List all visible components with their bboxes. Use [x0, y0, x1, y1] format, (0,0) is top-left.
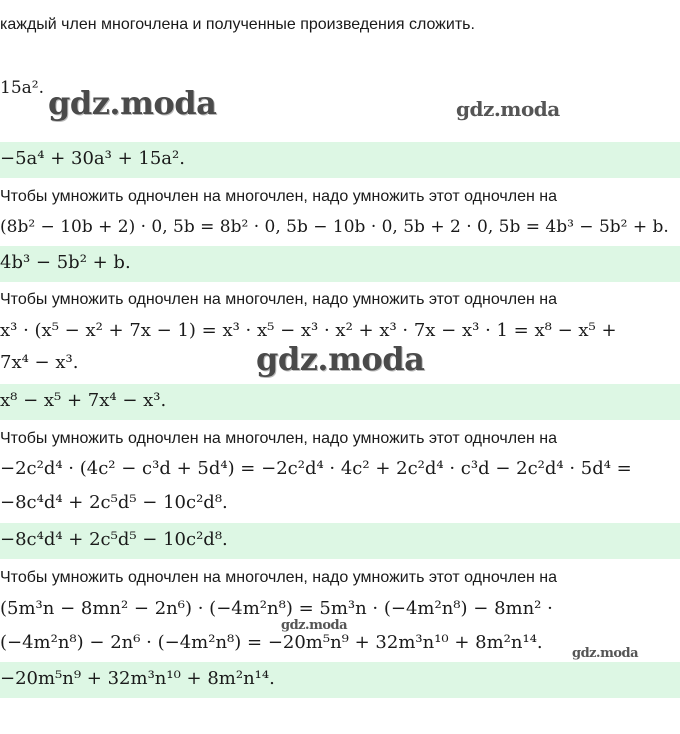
- problem2-work: (8b² − 10b + 2) · 0, 5b = 8b² · 0, 5b − 10b · 0, 5b + 2 · 0, 5b = 4b³ − 5b² + b.: [0, 217, 669, 237]
- watermark: gdz.moda: [456, 97, 560, 121]
- rule-text: Чтобы умножить одночлен на многочлен, надо умножить этот одночлен на: [0, 569, 557, 586]
- watermark: gdz.moda: [572, 646, 639, 661]
- problem1-work-tail: 15a².: [0, 78, 44, 98]
- rule-text: Чтобы умножить одночлен на многочлен, надо умножить этот одночлен на: [0, 188, 557, 205]
- rule-text: Чтобы умножить одночлен на многочлен, надо умножить этот одночлен на: [0, 430, 557, 447]
- problem5-answer: −20m⁵n⁹ + 32m³n¹⁰ + 8m²n¹⁴.: [0, 668, 275, 689]
- watermark: gdz.moda: [256, 340, 425, 378]
- rule-text: Чтобы умножить одночлен на многочлен, надо умножить этот одночлен на: [0, 291, 557, 308]
- problem4-work-line1: −2c²d⁴ · (4c² − c³d + 5d⁴) = −2c²d⁴ · 4c² + 2c²d⁴ · c³d − 2c²d⁴ · 5d⁴ =: [0, 458, 632, 479]
- watermark: gdz.moda: [48, 84, 217, 122]
- intro-text: каждый член многочлена и полученные произведения сложить.: [0, 16, 475, 33]
- problem5-work-line2: (−4m²n⁸) − 2n⁶ · (−4m²n⁸) = −20m⁵n⁹ + 32m³n¹⁰ + 8m²n¹⁴.: [0, 632, 543, 653]
- problem2-answer: 4b³ − 5b² + b.: [0, 252, 131, 273]
- problem4-answer: −8c⁴d⁴ + 2c⁵d⁵ − 10c²d⁸.: [0, 529, 228, 550]
- problem3-answer: x⁸ − x⁵ + 7x⁴ − x³.: [0, 390, 167, 411]
- problem5-work-line1: (5m³n − 8mn² − 2n⁶) · (−4m²n⁸) = 5m³n · (−4m²n⁸) − 8mn² ·: [0, 598, 553, 619]
- problem3-work-line2: 7x⁴ − x³.: [0, 352, 79, 373]
- problem4-work-line2: −8c⁴d⁴ + 2c⁵d⁵ − 10c²d⁸.: [0, 492, 228, 513]
- problem3-work-line1: x³ · (x⁵ − x² + 7x − 1) = x³ · x⁵ − x³ · x² + x³ · 7x − x³ · 1 = x⁸ − x⁵ +: [0, 320, 617, 341]
- problem1-answer: −5a⁴ + 30a³ + 15a².: [0, 148, 185, 169]
- watermark: gdz.moda: [281, 618, 348, 633]
